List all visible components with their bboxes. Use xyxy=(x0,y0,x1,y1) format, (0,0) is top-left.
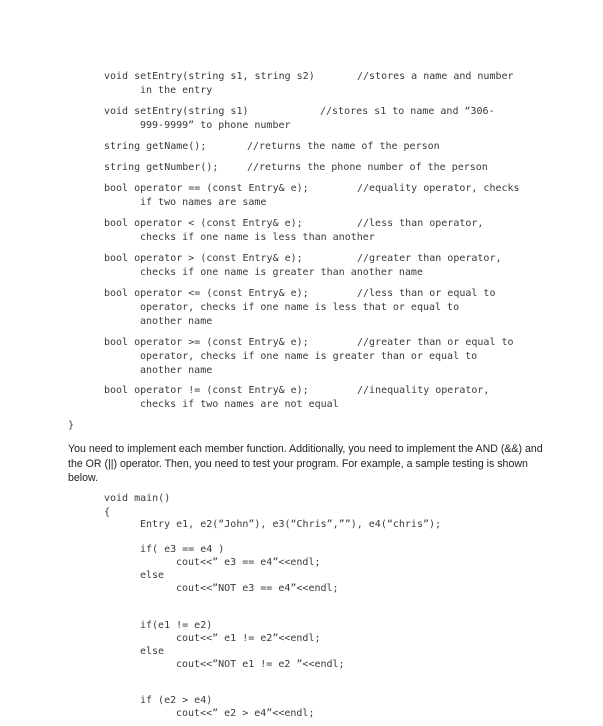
cout-statement: cout<<” e3 == e4”<<endl; xyxy=(176,557,321,568)
member-comment: //stores s1 to name and “306- xyxy=(320,106,495,117)
member-comment: //equality operator, checks xyxy=(357,183,520,194)
main-open-brace: { xyxy=(104,507,111,518)
member-decl: bool operator >= (const Entry& e); xyxy=(104,337,309,348)
else-statement: else xyxy=(140,570,165,581)
member-comment-cont: operator, checks if one name is greater than or equal to xyxy=(140,351,478,362)
instructions-line: below. xyxy=(68,472,99,484)
member-comment-cont: 999-9999” to phone number xyxy=(140,120,291,131)
member-comment: //stores a name and number xyxy=(357,71,514,82)
instructions-paragraph xyxy=(68,442,548,486)
member-decl: bool operator < (const Entry& e); xyxy=(104,218,303,229)
if-statement: if (e2 > e4) xyxy=(140,695,213,706)
instructions-line: You need to implement each member function. Additionally, you need to implement the AND (&&) and xyxy=(68,443,543,455)
member-decl: string getNumber(); xyxy=(104,162,219,173)
instructions-line: the OR (||) operator. Then, you need to test your program. For example, a sample testing is shown xyxy=(68,457,528,470)
if-statement: if(e1 != e2) xyxy=(140,620,213,631)
member-comment-cont: another name xyxy=(140,316,213,327)
main-signature: void main() xyxy=(104,493,171,504)
member-comment-cont: another name xyxy=(140,365,213,376)
member-decl: string getName(); xyxy=(104,141,207,152)
member-comment-cont: checks if one name is less than another xyxy=(140,232,375,243)
member-comment: //returns the phone number of the person xyxy=(247,162,488,173)
member-comment-cont: if two names are same xyxy=(140,197,267,208)
member-decl: bool operator != (const Entry& e); xyxy=(104,385,309,396)
member-comment: //greater than or equal to xyxy=(357,337,514,348)
if-statement: if( e3 == e4 ) xyxy=(140,544,225,555)
member-comment: //less than operator, xyxy=(357,218,484,229)
member-comment: //returns the name of the person xyxy=(247,141,440,152)
member-comment: //less than or equal to xyxy=(357,288,496,299)
cout-statement: cout<<” e2 > e4”<<endl; xyxy=(176,708,315,719)
else-statement: else xyxy=(140,646,165,657)
member-decl: bool operator > (const Entry& e); xyxy=(104,253,303,264)
member-comment-cont: checks if two names are not equal xyxy=(140,399,339,410)
member-decl: void setEntry(string s1) xyxy=(104,106,249,117)
member-comment-cont: operator, checks if one name is less that or equal to xyxy=(140,302,460,313)
member-comment: //inequality operator, xyxy=(357,385,490,396)
member-comment-cont: checks if one name is greater than another name xyxy=(140,267,423,278)
member-comment: //greater than operator, xyxy=(357,253,502,264)
member-decl: bool operator == (const Entry& e); xyxy=(104,183,309,194)
cout-statement: cout<<” e1 != e2”<<endl; xyxy=(176,633,321,644)
entry-declaration: Entry e1, e2(“John”), e3(“Chris”,””), e4(“chris”); xyxy=(140,519,442,530)
cout-statement: cout<<”NOT e3 == e4”<<endl; xyxy=(176,583,339,594)
member-comment-cont: in the entry xyxy=(140,85,213,96)
cout-statement: cout<<”NOT e1 != e2 ”<<endl; xyxy=(176,659,345,670)
member-decl: void setEntry(string s1, string s2) xyxy=(104,71,315,82)
class-close-brace: } xyxy=(68,420,75,431)
member-decl: bool operator <= (const Entry& e); xyxy=(104,288,309,299)
